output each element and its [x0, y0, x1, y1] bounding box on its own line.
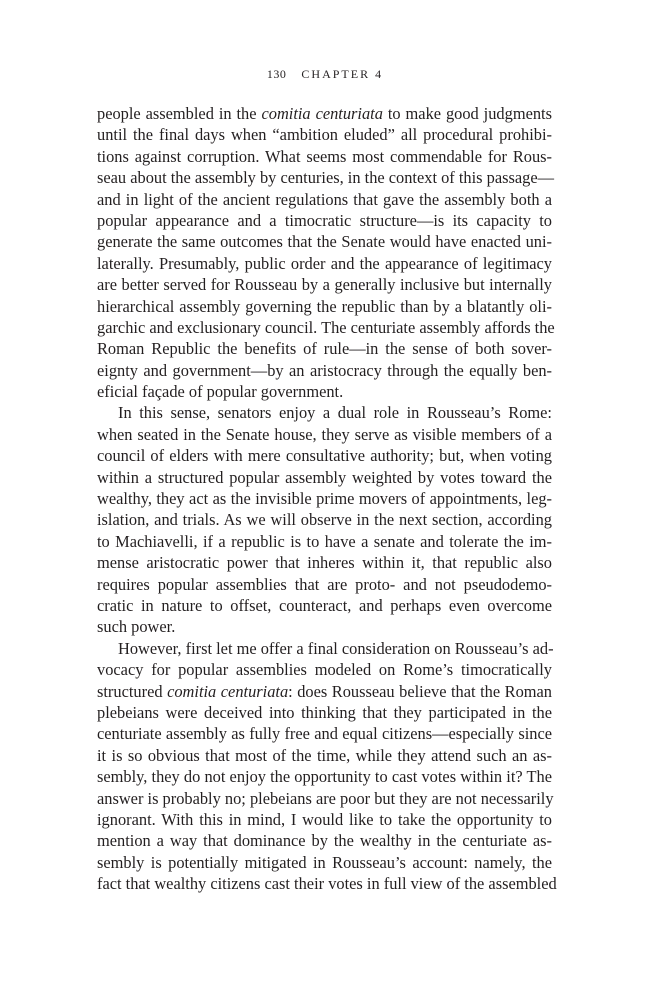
- text-line: [97, 402, 552, 423]
- text-segment: plebeians were deceived into thinking that they participated in the: [97, 702, 552, 722]
- text-line: [97, 167, 555, 188]
- text-line: [97, 681, 552, 702]
- text-segment: within a structured popular assembly weighted by votes toward the: [97, 467, 552, 487]
- text-line: [97, 317, 555, 338]
- text-segment: popular appearance and a timocratic structure—is its capacity to: [97, 210, 552, 230]
- text-line: [97, 274, 552, 295]
- text-line: [97, 381, 552, 402]
- text-segment: comitia centuriata: [261, 104, 383, 123]
- running-head: [0, 67, 650, 82]
- text-segment: until the final days when “ambition eluded” all procedural prohibi-: [97, 125, 552, 145]
- text-segment: when seated in the Senate house, they serve as visible members of a: [97, 424, 552, 444]
- text-segment: generate the same outcomes that the Senate would have enacted uni-: [97, 232, 552, 252]
- text-segment: mense aristocratic power that inheres within it, that republic also: [97, 553, 552, 573]
- text-line: [97, 445, 552, 466]
- text-segment: wealthy, they act as the invisible prime movers of appointments, leg-: [97, 489, 552, 509]
- text-segment: it is so obvious that most of the time, while they attend such an as-: [97, 745, 552, 765]
- text-segment: are better served for Rousseau by a generally inclusive but internally: [97, 275, 552, 295]
- text-segment: However, first let me offer a final consideration on Rousseau’s ad-: [118, 638, 554, 658]
- text-segment: to make good judgments: [382, 104, 552, 123]
- text-segment: Roman Republic the benefits of rule—in the sense of both sover-: [97, 339, 552, 359]
- text-line: [97, 210, 552, 231]
- text-line: [97, 873, 557, 894]
- text-segment: sembly is potentially mitigated in Rousseau’s account: namely, the: [97, 852, 552, 872]
- text-line: [97, 424, 552, 445]
- text-segment: seau about the assembly by centuries, in the context of this passage—: [97, 168, 555, 188]
- text-line: [97, 531, 552, 552]
- text-segment: centuriate assembly as fully free and equal citizens—especially since: [97, 724, 552, 744]
- text-line: [97, 296, 552, 317]
- text-segment: comitia centuriata: [167, 681, 289, 701]
- text-segment: fact that wealthy citizens cast their votes in full view of the assembled: [97, 874, 557, 894]
- text-segment: eficial façade of popular government.: [97, 382, 344, 402]
- text-line: [97, 852, 552, 873]
- text-line: [97, 723, 552, 744]
- text-line: [97, 595, 552, 616]
- text-line: [97, 702, 552, 723]
- text-segment: laterally. Presumably, public order and the appearance of legitimacy: [97, 253, 552, 273]
- text-line: [97, 467, 552, 488]
- text-segment: islation, and trials. As we will observe in the next section, according: [97, 510, 552, 530]
- text-segment: and in light of the ancient regulations that gave the assembly both a: [97, 189, 552, 209]
- text-line: [97, 766, 552, 787]
- text-segment: structured: [97, 681, 168, 701]
- text-line: [97, 659, 552, 680]
- text-line: [97, 745, 552, 766]
- text-segment: requires popular assemblies that are proto- and not pseudodemo-: [97, 574, 552, 594]
- text-line: [97, 360, 552, 381]
- text-segment: council of elders with mere consultative authority; but, when voting: [97, 446, 552, 466]
- text-line: [97, 638, 552, 659]
- text-segment: mention a way that dominance by the wealthy in the centuriate as-: [97, 831, 552, 851]
- text-segment: ignorant. With this in mind, I would like to take the opportunity to: [97, 809, 552, 829]
- text-segment: answer is probably no; plebeians are poor but they are not necessarily: [97, 788, 554, 808]
- text-line: [97, 830, 552, 851]
- text-line: [97, 574, 552, 595]
- text-segment: hierarchical assembly governing the republic than by a blatantly oli-: [97, 296, 552, 316]
- text-line: [97, 189, 552, 210]
- text-segment: vocacy for popular assemblies modeled on Rome’s timocratically: [97, 660, 552, 680]
- chapter-label: CHAPTER 4: [301, 67, 384, 81]
- text-segment: tions against corruption. What seems most commendable for Rous-: [97, 146, 552, 166]
- text-line: [97, 809, 552, 830]
- text-segment: to Machiavelli, if a republic is to have a senate and tolerate the im-: [97, 531, 552, 551]
- page-number: 130: [266, 67, 287, 81]
- text-line: [97, 124, 552, 145]
- text-line: [97, 788, 552, 809]
- text-line: [97, 616, 552, 637]
- text-segment: people assembled in the: [97, 104, 262, 123]
- text-segment: garchic and exclusionary council. The centuriate assembly affords the: [97, 317, 555, 337]
- text-segment: cratic in nature to offset, counteract, and perhaps even overcome: [97, 595, 552, 615]
- text-line: [97, 146, 552, 167]
- text-line: [97, 253, 552, 274]
- text-line: [97, 231, 552, 252]
- text-segment: sembly, they do not enjoy the opportunity to cast votes within it? The: [97, 767, 552, 787]
- text-line: [97, 338, 552, 359]
- text-line: [97, 509, 552, 530]
- text-segment: such power.: [97, 617, 176, 637]
- text-line: [97, 488, 552, 509]
- text-line: [97, 103, 552, 124]
- body-text: [97, 103, 557, 894]
- text-line: [97, 552, 552, 573]
- text-segment: : does Rousseau believe that the Roman: [288, 681, 552, 701]
- text-segment: eignty and government—by an aristocracy through the equally ben-: [97, 360, 552, 380]
- text-segment: In this sense, senators enjoy a dual role in Rousseau’s Rome:: [118, 403, 552, 423]
